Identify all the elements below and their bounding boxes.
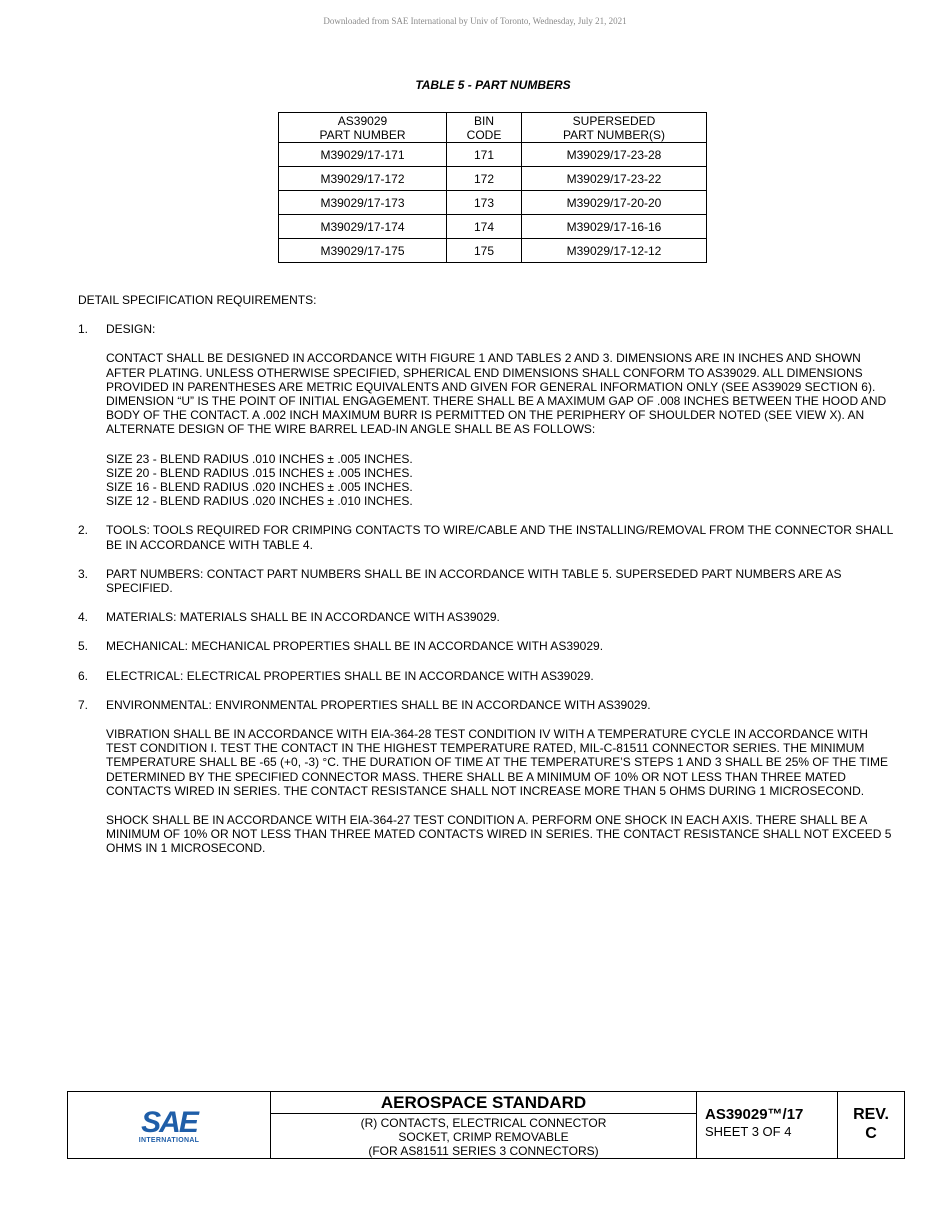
sheet-number: SHEET 3 OF 4 [705,1124,792,1139]
superseded-cell: M39029/17-23-22 [522,167,707,191]
spec-heading: DETAIL SPECIFICATION REQUIREMENTS: [78,293,317,307]
vibration-paragraph: VIBRATION SHALL BE IN ACCORDANCE WITH EIA-364-28 TEST CONDITION IV WITH A TEMPERATURE CYCLE IN ACCORDANCE WITH TEST CONDITION I. TEST THE CONTACT IN THE HIGHEST TEMPERATURE RATED, MIL-C-81511 CONNECTOR SERIES. THE MINIMUM TEMPERATURE SHALL BE -65 (+0, -3) °C. THE DURATION OF TIME AT THE TEMPERATURE’S STEPS 1 AND 3 SHALL BE 25% OF THE TIME DETERMINED BY THE SPECIFIED CONNECTOR MASS. THERE SHALL BE A MINIMUM OF 10% OR NOT LESS THAN THREE MATED CONTACTS WIRED IN SERIES. THE CONTACT RESISTANCE SHALL NOT INCREASE MORE THAN 5 OHMS DURING 1 MICROSECOND. [106,727,888,798]
blend-radius-list [78,452,900,509]
bin-code-cell: 174 [447,215,522,239]
item-number: 6. [78,668,89,683]
part-number-cell: M39029/17-174 [279,215,447,239]
document-id-cell [697,1092,838,1158]
table-row [279,215,707,239]
item-text: MATERIALS: MATERIALS SHALL BE IN ACCORDANCE WITH AS39029. [106,610,500,625]
title-line: (FOR AS81511 SERIES 3 CONNECTORS) [368,1144,599,1158]
column-header-bin-code: BIN CODE [447,113,522,143]
spec-item-tools [78,523,900,551]
superseded-cell: M39029/17-16-16 [522,215,707,239]
table-row [279,143,707,167]
spec-item-environmental [78,698,900,712]
column-header-superseded: SUPERSEDED PART NUMBER(S) [522,113,707,143]
sae-logo [68,1092,271,1158]
table-row [279,191,707,215]
table-row [279,167,707,191]
title-block-center [271,1092,697,1158]
standard-type: AEROSPACE STANDARD [271,1092,696,1114]
spec-item-design [78,322,900,336]
part-number-cell: M39029/17-171 [279,143,447,167]
item-number: 5. [78,639,89,654]
revision-label: REV. [853,1106,889,1123]
download-watermark: Downloaded from SAE International by Univ of Toronto, Wednesday, July 21, 2021 [323,16,627,26]
revision-value: C [865,1125,877,1142]
bin-code-cell: 171 [447,143,522,167]
table-header-row [279,113,707,143]
shock-paragraph: SHOCK SHALL BE IN ACCORDANCE WITH EIA-364-27 TEST CONDITION A. PERFORM ONE SHOCK IN EACH AXIS. THERE SHALL BE A MINIMUM OF 10% OR NOT LESS THAN THREE MATED CONTACTS WIRED IN SERIES. THE CONTACT RESISTANCE SHALL NOT EXCEED 5 OHMS IN 1 MICROSECOND. [106,813,892,856]
document-title [271,1114,696,1158]
item-text: ELECTRICAL: ELECTRICAL PROPERTIES SHALL BE IN ACCORDANCE WITH AS39029. [106,668,594,683]
item-text: PART NUMBERS: CONTACT PART NUMBERS SHALL BE IN ACCORDANCE WITH TABLE 5. SUPERSEDED PART NUMBERS ARE AS SPECIFIED. [106,566,842,596]
bin-code-cell: 172 [447,167,522,191]
blend-radius-size-20: SIZE 20 - BLEND RADIUS .015 INCHES ± .005 INCHES. [106,465,413,480]
blend-radius-size-16: SIZE 16 - BLEND RADIUS .020 INCHES ± .005 INCHES. [106,480,413,495]
item-number: 4. [78,610,89,625]
blend-radius-size-12: SIZE 12 - BLEND RADIUS .020 INCHES ± .010 INCHES. [106,494,413,509]
design-paragraph: CONTACT SHALL BE DESIGNED IN ACCORDANCE WITH FIGURE 1 AND TABLES 2 AND 3. DIMENSIONS ARE IN INCHES AND SHOWN AFTER PLATING. UNLESS OTHERWISE SPECIFIED, SPHERICAL END DIMENSIONS SHALL CONFORM TO AS39029. ALL DIMENSIONS PROVIDED IN PARENTHESES ARE METRIC EQUIVALENTS AND GIVEN FOR GENERAL INFORMATION ONLY (SEE AS39029 SECTION 6). DIMENSION “U” IS THE POINT OF INITIAL ENGAGEMENT. THERE SHALL BE A MAXIMUM GAP OF .008 INCHES BETWEEN THE HOOD AND BODY OF THE CONTACT. A .002 INCH MAXIMUM BURR IS PERMITTED ON THE PERIPHERY OF SHOULDER NOTED (SEE VIEW X). AN ALTERNATE DESIGN OF THE WIRE BARREL LEAD-IN ANGLE SHALL BE AS FOLLOWS: [106,351,887,437]
item-number: 2. [78,523,89,538]
title-line: (R) CONTACTS, ELECTRICAL CONNECTOR [360,1116,607,1130]
specification-body [78,293,900,856]
bin-code-cell: 173 [447,191,522,215]
superseded-cell: M39029/17-23-28 [522,143,707,167]
title-block [67,1091,905,1159]
superseded-cell: M39029/17-20-20 [522,191,707,215]
spec-item-materials [78,610,900,624]
table-title: TABLE 5 - PART NUMBERS [415,78,571,92]
item-text: ENVIRONMENTAL: ENVIRONMENTAL PROPERTIES SHALL BE IN ACCORDANCE WITH AS39029. [106,697,651,712]
part-numbers-table [278,112,707,263]
item-number: 7. [78,697,89,712]
bin-code-cell: 175 [447,239,522,263]
table-row [279,239,707,263]
spec-item-part-numbers [78,567,900,595]
spec-item-electrical [78,669,900,683]
part-number-cell: M39029/17-175 [279,239,447,263]
spec-item-mechanical [78,639,900,653]
part-number-cell: M39029/17-172 [279,167,447,191]
sae-logo-icon [136,1106,202,1136]
title-line: SOCKET, CRIMP REMOVABLE [398,1130,569,1144]
sae-logo-text: INTERNATIONAL [138,1137,200,1144]
document-number: AS39029™/17 [705,1106,804,1123]
item-number: 1. [78,322,89,337]
item-text: DESIGN: [106,322,156,337]
revision-cell [838,1092,904,1158]
blend-radius-size-23: SIZE 23 - BLEND RADIUS .010 INCHES ± .005 INCHES. [106,451,413,466]
item-number: 3. [78,566,89,581]
svg-text:SAE: SAE [141,1106,197,1136]
column-header-part-number: AS39029 PART NUMBER [279,113,447,143]
item-text: TOOLS: TOOLS REQUIRED FOR CRIMPING CONTACTS TO WIRE/CABLE AND THE INSTALLING/REMOVAL FROM THE CONNECTOR SHALL BE IN ACCORDANCE WITH TABLE 4. [106,523,893,552]
part-number-cell: M39029/17-173 [279,191,447,215]
item-text: MECHANICAL: MECHANICAL PROPERTIES SHALL BE IN ACCORDANCE WITH AS39029. [106,639,604,654]
superseded-cell: M39029/17-12-12 [522,239,707,263]
